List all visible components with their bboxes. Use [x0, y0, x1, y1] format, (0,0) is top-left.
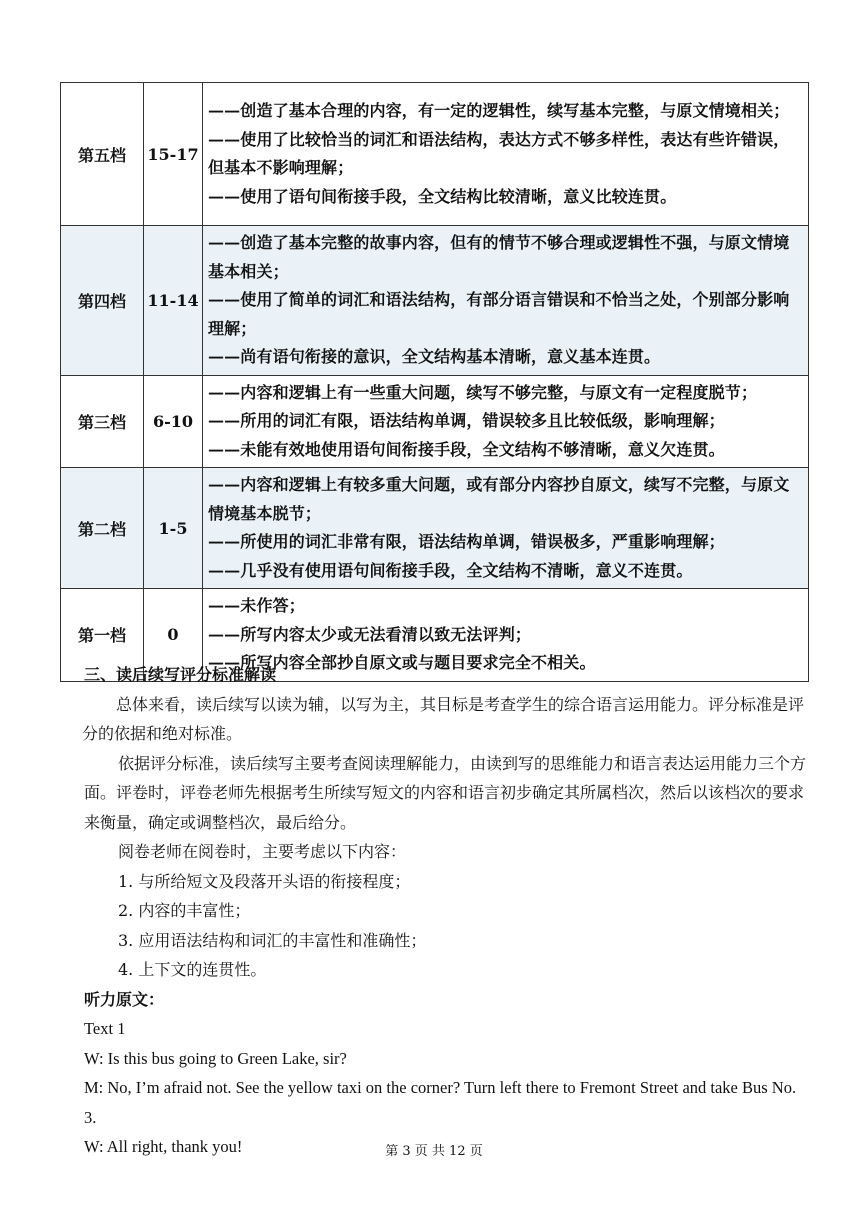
rubric-line: ——内容和逻辑上有较多重大问题，或有部分内容抄自原文，续写不完整，与原文情境基本脱节；: [208, 475, 790, 523]
dialogue-line: W: Is this bus going to Green Lake, sir?: [84, 1048, 347, 1068]
rubric-line: ——使用了语句间衔接手段，全文结构比较清晰，意义比较连贯。: [208, 186, 677, 206]
section-heading: 三、读后续写评分标准解读: [84, 665, 277, 684]
rubric-score: 0: [144, 589, 203, 682]
rubric-line: ——几乎没有使用语句间衔接手段，全文结构不清晰，意义不连贯。: [208, 560, 693, 580]
listening-heading: 听力原文：: [84, 989, 165, 1009]
rubric-description: [203, 375, 809, 468]
rubric-line: ——创造了基本合理的内容，有一定的逻辑性，续写基本完整，与原文情境相关；: [208, 101, 790, 120]
rubric-score: 6-10: [144, 375, 203, 468]
rubric-line: ——所使用的词汇非常有限，语法结构单调，错误极多，严重影响理解；: [208, 532, 725, 551]
rubric-row: [61, 83, 809, 226]
rubric-level: 第五档: [61, 83, 144, 226]
rubric-description: [203, 468, 809, 589]
paragraph: 总体来看，读后续写以读为辅，以写为主，其目标是考查学生的综合语言运用能力。评分标准是评分的依据和绝对标准。: [82, 694, 805, 743]
rubric-line: ——使用了比较恰当的词汇和语法结构，表达方式不够多样性，表达有些许错误，但基本不影响理解；: [208, 129, 790, 177]
dialogue-line: W: All right, thank you!: [84, 1137, 243, 1156]
rubric-line: ——内容和逻辑上有一些重大问题，续写不够完整，与原文有一定程度脱节；: [208, 382, 758, 402]
rubric-description: [203, 226, 809, 376]
paragraph: 依据评分标准，读后续写主要考查阅读理解能力，由读到写的思维能力和语言表达运用能力三个方面。评卷时，评卷老师先根据考生所续写短文的内容和语言初步确定其所属档次，然后以该档次的要求来衡量，确定或调整档次，最后给分。: [84, 753, 807, 832]
rubric-line: ——所写内容太少或无法看清以致无法评判；: [208, 624, 532, 644]
list-item: 4. 上下文的连贯性。: [118, 960, 267, 979]
rubric-line: ——所写内容全部抄自原文或与题目要求完全不相关。: [208, 653, 596, 672]
rubric-level: 第三档: [61, 375, 144, 468]
rubric-description: [203, 83, 809, 226]
rubric-row: [61, 226, 809, 376]
rubric-level: 第四档: [61, 226, 144, 376]
rubric-line: ——未能有效地使用语句间衔接手段，全文结构不够清晰，意义欠连贯。: [208, 439, 725, 459]
rubric-level: 第一档: [61, 589, 144, 682]
list-item: 1. 与所给短文及段落开头语的衔接程度；: [118, 871, 411, 891]
rubric-line: ——未作答；: [208, 596, 305, 615]
list-item: 3. 应用语法结构和词汇的丰富性和准确性；: [118, 930, 427, 950]
dialogue-line: M: No, I’m afraid not. See the yellow taxi on the corner? Turn left there to Fremont Street and take Bus No. 3.: [84, 1078, 797, 1127]
section-three: [84, 660, 808, 1162]
rubric-row: [61, 468, 809, 589]
rubric-line: ——使用了简单的词汇和语法结构，有部分语言错误和不恰当之处，个别部分影响理解；: [208, 290, 790, 338]
rubric-score: 1-5: [144, 468, 203, 589]
rubric-score: 15-17: [144, 83, 203, 226]
rubric-line: ——创造了基本完整的故事内容，但有的情节不够合理或逻辑性不强，与原文情境基本相关；: [208, 233, 790, 281]
rubric-line: ——所用的词汇有限，语法结构单调，错误较多且比较低级，影响理解；: [208, 411, 725, 430]
rubric-level: 第二档: [61, 468, 144, 589]
rubric-score: 11-14: [144, 226, 203, 376]
paragraph: 阅卷老师在阅卷时，主要考虑以下内容：: [118, 842, 407, 861]
text-label: Text 1: [84, 1019, 126, 1038]
scoring-rubric-table: [60, 82, 809, 682]
rubric-line: ——尚有语句衔接的意识，全文结构基本清晰，意义基本连贯。: [208, 347, 661, 366]
page-number-footer: 第 3 页 共 12 页: [385, 1144, 483, 1159]
list-item: 2. 内容的丰富性；: [118, 901, 251, 920]
rubric-row: [61, 375, 809, 468]
